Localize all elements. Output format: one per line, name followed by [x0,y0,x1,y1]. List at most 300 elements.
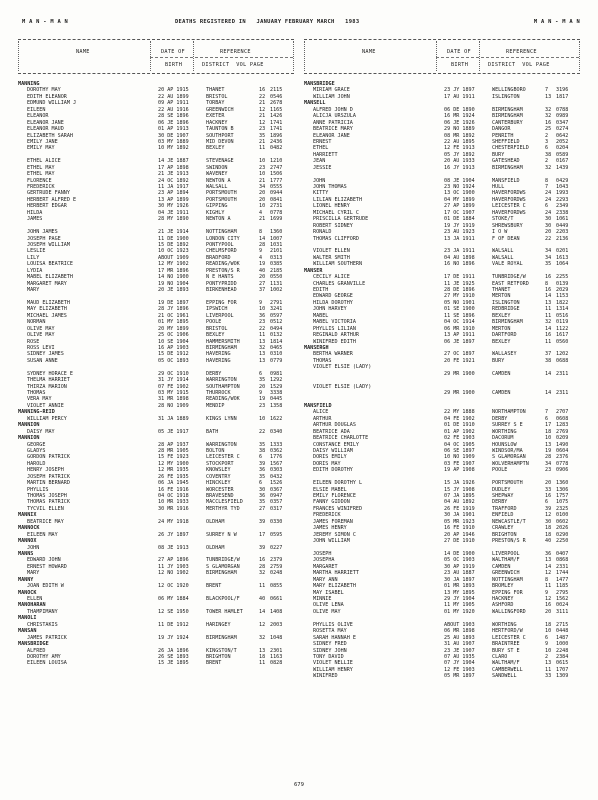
page-reference: 2707 [556,409,569,416]
page-reference: 0947 [270,493,283,499]
volume-number: 23 [259,164,266,171]
birth-date: 26 JA 1896 [158,647,189,654]
page-reference: 2248 [556,647,569,654]
forenames: SYDNEY HORACE E [27,370,74,377]
birth-date: 10 MY 1892 [158,145,189,152]
volume-number: 30 [545,222,552,229]
volume-number: 10 [259,158,266,165]
forenames: OLIVE MAY [27,325,55,332]
page-reference: 0608 [556,415,569,422]
page-reference: 0828 [270,660,283,667]
page-reference: 2203 [556,229,569,236]
volume-number: 12 [545,570,552,577]
page-reference: 1292 [270,377,283,384]
birth-date: 15 FE 1923 [158,454,189,461]
birth-date: 29 OC 1910 [158,370,189,377]
page-reference: 1048 [270,634,283,641]
column-header [18,37,294,81]
birth-date: 05 OC 1903 [444,557,475,564]
page-reference: 1707 [556,666,569,673]
header-title: DEATHS REGISTERED IN JANUARY FEBRUARY MARCH 1983 [175,19,360,25]
volume-number: 13 [545,557,552,564]
page-reference: 1506 [270,171,283,178]
page-reference: 0407 [556,550,569,557]
forenames: HAROLD [27,460,46,467]
volume-number: 6 [545,634,549,641]
forenames: JOAN EDITH W [27,583,64,590]
volume-number: 12 [545,596,552,602]
birth-date: 07 JA 1895 [444,493,475,499]
birth-date: 16 FE 1916 [158,486,189,493]
forenames: HILDA DOROTHY [313,299,353,306]
birth-date: 05 MR 1897 [444,673,475,680]
forenames: THIRZA MARION [27,383,67,390]
registration-district: HACKNEY [492,596,514,602]
registration-district: BIRMINGHAM [492,319,523,326]
birth-date: 01 AP 1902 [444,428,475,435]
forenames: EILEEN MAY [27,531,58,538]
volume-number: 2 [545,158,549,165]
registration-district: SHEPWAY [492,493,514,499]
right-column [304,37,580,680]
registration-district: ASHFORD [492,602,514,609]
forenames: VIOLET ANNIE [27,402,64,409]
page-reference: 1408 [270,608,283,615]
page-reference: 0290 [556,531,569,538]
registration-district: CAMBERWELL [492,666,523,673]
birth-date: 14 NO 1900 [158,274,189,281]
birth-date: 31 MR 1898 [158,396,189,403]
page-reference: 1567 [270,460,283,467]
volume-number: 35 [259,441,266,448]
forenames: JAMES [27,216,43,223]
registration-district: BIRMINGHAM [206,634,237,641]
page-reference: 0448 [556,628,569,635]
page-reference: 2379 [270,557,283,564]
forenames: ELSIE MABEL [313,486,347,493]
forenames: THOMAS PATRICK [27,499,70,506]
forenames: JOSEPH PATRICK [27,473,70,480]
volume-number: 14 [545,370,552,377]
registration-district: THANET [206,87,225,94]
forenames: JOHN [313,177,326,184]
volume-number: 32 [545,113,552,120]
forenames: JESSIE [313,164,332,171]
volume-number: 40 [259,267,266,274]
birth-date: 17 AP 1898 [158,164,189,171]
birth-date: 24 MY 1918 [158,518,189,525]
birth-date: 06 JE 1897 [444,338,475,345]
volume-number: 19 [259,261,266,268]
volume-number: 8 [545,280,549,287]
surname-text: MANNIX [18,512,37,519]
birth-date: 05 NO 1901 [444,299,475,306]
page-reference: 2331 [556,563,569,570]
surname-text: MANNING [18,81,40,87]
page-reference: 0494 [270,325,283,332]
forenames: JOSEPH WILLIAM [27,241,70,248]
forenames: MARGARET [313,563,338,570]
page-reference: 0482 [270,145,283,152]
forenames: EMILY MAY [27,145,55,152]
birth-date: 23 NO 1924 [444,184,475,190]
page-number: 679 [293,782,305,788]
birth-date: 29 NO 1889 [444,126,475,133]
birth-date: 12 FE 1913 [444,145,475,152]
forenames: HARRIETT [313,151,338,158]
birth-date: 23 AU 1923 [444,229,475,236]
volume-number: 16 [545,332,552,339]
page-reference: 1061 [556,216,569,223]
forenames: BEATRICE MARY [313,126,353,133]
registration-district: READING/WOK [206,261,240,268]
page-reference: 0550 [270,274,283,281]
registration-district: OLDHAM [206,518,225,525]
forenames: OLIVE MAY [313,608,341,615]
page-reference: 2715 [556,621,569,628]
birth-date: 16 NO 1896 [444,261,475,268]
volume-number: 14 [259,235,266,242]
birth-date: 10 MR 1933 [158,499,189,506]
volume-number: 36 [545,550,552,557]
registration-district: HACKNEY [206,119,228,126]
surname-text: MANOCK [18,589,37,596]
birth-date: 13 AP 1911 [444,332,475,339]
birth-date: 01 DE 1910 [444,422,475,429]
birth-date: 28 SE 1896 [158,113,189,120]
registration-district: LEICESTER C [206,454,240,461]
registration-district: LEICESTER C [492,634,526,641]
forenames: WILLIAM HENRY [313,666,353,673]
page-reference: 2338 [556,209,569,216]
volume-number: 4 [259,254,263,261]
forenames: THELMA HARRIET [27,377,70,384]
page-reference: 0340 [270,428,283,435]
birth-date: 04 AU 1892 [444,499,475,506]
volume-number: 14 [545,325,552,332]
registration-district: WORTHING [492,621,517,628]
page-reference: 2747 [270,164,283,171]
registration-district: CLARO [492,653,508,660]
forenames: ALFRED JOHN D [313,106,353,113]
forenames: VIOLET ELSIE (LADY) [313,383,372,390]
birth-date: 06 MY 1884 [158,596,189,602]
page-reference: 1358 [270,402,283,409]
volume-number: 21 [259,100,266,107]
page-reference: 2003 [270,621,283,628]
birth-date: 13 MY 1895 [444,589,475,596]
forenames: OLIVE LENA [313,602,344,609]
forenames: MIRIAM GRACE [313,87,350,94]
volume-number: 14 [545,293,552,300]
forenames: HENRY JOSEPH [27,467,64,474]
volume-number: 11 [545,583,552,590]
volume-number: 10 [545,647,552,654]
volume-number: 40 [545,538,552,545]
forenames: BEATRICE ADA [313,428,350,435]
page-reference: 1075 [556,499,569,506]
registration-district: POOLE [492,467,508,474]
forenames: BERTHA WARNER [313,351,353,358]
page-reference: 2731 [270,203,283,210]
header-divider [293,41,294,71]
volume-number: 6 [545,203,549,210]
birth-date: 13 JA 1911 [444,235,475,242]
registration-district: WALTHAM/F [492,660,520,667]
page-reference: 1741 [270,119,283,126]
forenames: CHRISTAKIS [27,621,58,628]
birth-date: 16 FE 1910 [444,525,475,532]
birth-date: 30 JA 1901 [444,512,475,519]
page-reference: 1165 [270,106,283,113]
birth-date: 23 JE 1907 [444,647,475,654]
forenames: ARTHUR DOUGLAS [313,422,356,429]
birth-date: 15 JA 1926 [444,480,475,487]
page-reference: 0449 [556,222,569,229]
registration-district: CHESTERFIELD [492,145,529,152]
page-reference: 2115 [270,87,283,94]
birth-date: 12 NO 1902 [158,570,189,577]
birth-date: 01 AP 1913 [158,126,189,133]
birth-date: 24 OC 1892 [158,177,189,184]
page-reference: 2349 [556,203,569,210]
registration-district: HAVERING [206,357,231,364]
registration-district: MACCLESFIELD [206,499,243,506]
registration-district: VALE ROYAL [492,261,523,268]
birth-date: 06 SE 1897 [444,447,475,454]
forenames: LILY [27,254,40,261]
forenames: MARY [27,287,40,293]
volume-number: 30 [545,518,552,525]
volume-number: 13 [545,299,552,306]
forenames: DOROTHY AMY [27,653,61,660]
surname-text: MANSERGH [304,344,329,351]
registration-district: ISLINGTON [492,299,520,306]
birth-date: 01 MY 1920 [444,608,475,615]
death-entry-row [304,673,580,679]
volume-number: 10 [545,435,552,442]
registration-district: CAMDEN [492,563,511,570]
surname-text: MANSBRIDGE [304,81,335,87]
forenames: ROSS LEVI [27,344,55,351]
page-reference: 1699 [270,216,283,223]
birth-date: 06 JE 1896 [158,119,189,126]
registration-district: SURREY S E [492,422,523,429]
registration-district: HERTFORD/W [492,628,523,635]
birth-date: 10 NO 1909 [444,454,475,461]
name-heading: NAME [76,49,90,55]
birth-date: 23 AU 1887 [444,570,475,577]
page-reference: 1744 [556,570,569,577]
volume-number: 20 [545,608,552,615]
forenames: MINNIE [313,596,332,602]
birth-date: 17 OC 1907 [444,209,475,216]
page-reference: 0512 [270,319,283,326]
volume-number: 22 [259,93,266,100]
forenames: SIDNEY JAMES [27,351,64,358]
birth-date: 28 AP 1937 [158,441,189,448]
page-reference: 1153 [556,293,569,300]
registration-district: S GLAMORGAN [492,454,526,461]
registration-district: GREENWICH [206,106,234,113]
page-reference: 3338 [270,390,283,396]
page-reference: 0274 [556,126,569,133]
volume-number: 32 [545,319,552,326]
forenames: OLIVE MAY [27,332,55,339]
forenames: MAY ISABEL [313,589,344,596]
page-reference: 0432 [270,473,283,480]
registration-district: PORTSMOUTH [492,480,523,487]
page-reference: 1490 [556,441,569,448]
forenames: JOHN THOMAS [313,184,347,190]
birth-date: 17 MR 1896 [158,267,189,274]
forenames: JEREMY SIMON C [313,531,356,538]
volume-number: 8 [545,576,549,583]
birth-date: 20 AU 1933 [444,158,475,165]
page-reference: 1306 [556,486,569,493]
forenames: HERBERT ALFRED E [27,196,77,203]
volume-number: 10 [259,171,266,178]
surname-text: MANNOCK [18,525,40,532]
volume-number: 38 [259,447,266,454]
page-reference: 1000 [556,641,569,648]
page-reference: 1185 [556,583,569,590]
forenames: RONALD [313,229,332,236]
forenames: MAUD ELIZABETH [27,299,70,306]
page-reference: 0429 [556,177,569,184]
registration-district: WOLVERHAMPTN [492,460,529,467]
volume-number: 13 [545,441,552,448]
left-column [18,37,294,667]
registration-district: TAUNTON B [206,126,234,133]
registration-district: GIPPING [206,203,228,210]
volume-number: 34 [545,254,552,261]
page-reference: 1896 [270,132,283,139]
page-reference: 0248 [270,570,283,577]
registration-district: PRESTON/S R [492,538,526,545]
page-reference: 2678 [270,100,283,107]
birth-date: 28 MY 1890 [158,216,189,223]
forenames: JOHN HARVEY [313,306,347,313]
forenames: ELEANOR JANE [313,132,350,139]
volume-number: 13 [259,351,266,358]
birth-date: 26 JY 1897 [158,531,189,538]
registration-district: HAVERFORDWS [492,209,526,216]
volume-number: 7 [545,87,549,94]
birth-date: 12 MY 1900 [158,460,189,467]
forenames: WINIFRED EDITH [313,338,356,345]
volume-number: 22 [545,235,552,242]
birth-date: 22 AU 1916 [158,106,189,113]
page-reference: 0688 [556,357,569,364]
birth-date: 26 FE 1919 [444,505,475,512]
registration-district: KNOWSLEY [206,467,231,474]
page-reference: 0445 [270,396,283,403]
birth-date: 05 MR 1923 [444,518,475,525]
birth-date: 05 OC 1893 [158,357,189,364]
birth-date: 28 DE 1896 [444,287,475,293]
birth-date: 02 FE 1903 [444,435,475,442]
registration-district: STOKE/T [492,216,514,223]
volume-number: 9 [259,248,263,255]
registration-district: REDBRIDGE [492,306,520,313]
volume-number: 10 [259,203,266,210]
page-reference: 2791 [270,299,283,306]
registration-district: NOTTINGHAM [206,229,237,236]
birth-date: 08 MR 1892 [444,132,475,139]
volume-number: 20 [259,274,266,281]
volume-number: 20 [545,480,552,487]
forenames: ROBERT SIDNEY [313,222,353,229]
volume-number: 6 [545,499,549,506]
forenames: ELLEN [27,596,43,602]
forenames: ALICE [313,409,329,416]
page-reference: 0100 [556,512,569,519]
forenames: LILIAN ELIZABETH [313,196,363,203]
birth-date: 20 AP 1915 [158,87,189,94]
forenames: GORDON PATRICK [27,454,70,461]
forenames: EDITH DOROTHY [313,467,353,474]
forenames: DORIS EMILY [313,454,347,461]
birth-date: 11 DE 1900 [158,235,189,242]
birth-date: 07 JY 1904 [444,660,475,667]
birth-date: 03 MY 1915 [158,390,189,396]
registration-district: SURREY N W [206,531,237,538]
registration-district: S GLAMORGAN [206,563,240,570]
page-reference: 1002 [270,287,283,293]
page-reference: 0604 [556,447,569,454]
volume-number: 12 [545,512,552,519]
registration-district: READING/WOK [206,396,240,403]
forenames: TONY DAVID [313,653,344,660]
birth-date: 06 DE 1890 [444,106,475,113]
birth-date: 19 AP 1908 [444,467,475,474]
volume-number: 34 [545,460,552,467]
volume-number: 36 [259,467,266,474]
registration-district: BRISTOL [206,325,228,332]
birth-date: 29 MR 1900 [444,390,475,396]
birth-date: 28 NO 1909 [158,402,189,409]
registration-district: MANSFIELD [492,177,520,184]
surname-text: MANNOX [18,538,37,545]
birth-date: 27 AP 1896 [158,557,189,564]
page-reference: 0139 [556,280,569,287]
registration-district: KINGS LYNN [206,415,237,422]
entry-list [304,81,580,680]
volume-number: 24 [545,196,552,203]
registration-district: HOUNSLOW [492,441,517,448]
forenames: VERA MAY [27,396,52,403]
registration-district: NOTTINGHAM [492,576,523,583]
page-reference: 0615 [556,660,569,667]
registration-district: SWINDON [206,164,228,171]
volume-number: 20 [259,196,266,203]
registration-district: BRAINTREE [492,641,520,648]
volume-number: 11 [259,660,266,667]
surname-text: MANNING-REID [18,409,55,416]
volume-number: 38 [545,151,552,158]
birth-date: 15 DE 1892 [158,241,189,248]
page-reference: 1064 [556,261,569,268]
page-reference: 0313 [270,254,283,261]
birth-date: 01 MR 1893 [444,583,475,590]
forenames: ETHEL [313,145,329,152]
registration-district: BRAVESEND [206,493,234,499]
volume-number: 11 [259,332,266,339]
registration-district: MERTON [492,325,511,332]
forenames: NORMAN [27,319,46,326]
volume-number: 32 [259,344,266,351]
